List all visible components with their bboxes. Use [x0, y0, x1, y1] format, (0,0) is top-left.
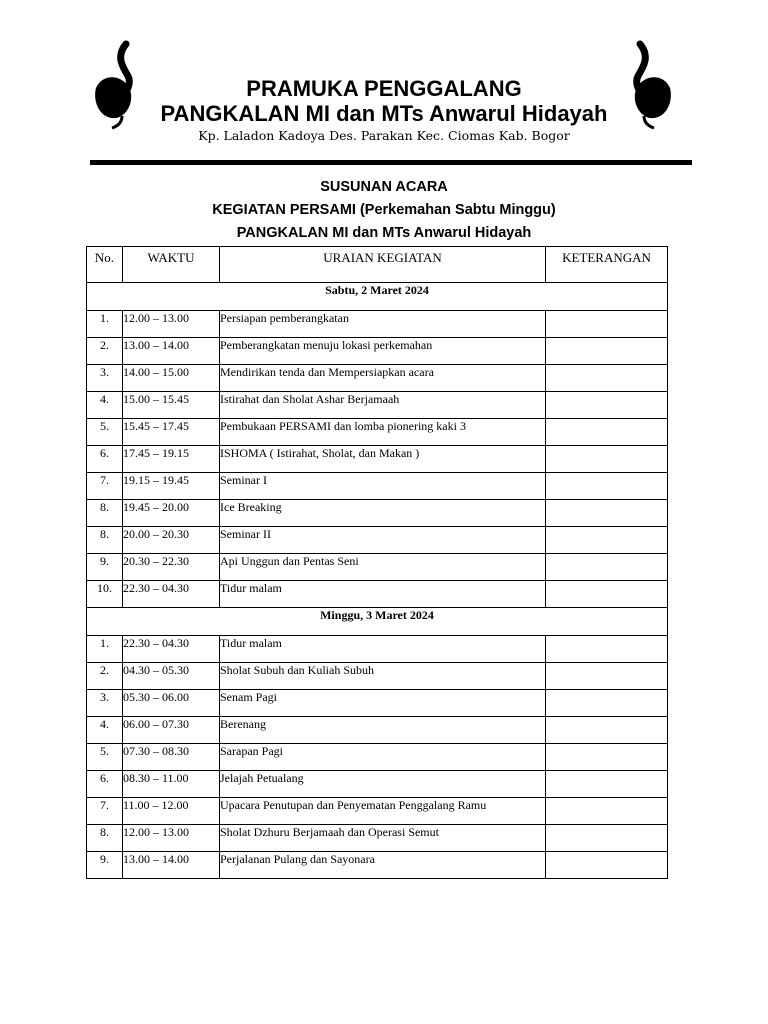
cell-uraian: Seminar II: [220, 527, 546, 554]
cell-keterangan: [546, 338, 668, 365]
day-heading: Sabtu, 2 Maret 2024: [87, 283, 668, 311]
table-row: [87, 311, 668, 338]
cell-uraian: Sarapan Pagi: [220, 744, 546, 771]
cell-no: 7.: [87, 473, 123, 500]
cell-waktu: 13.00 – 14.00: [123, 338, 220, 365]
cell-keterangan: [546, 798, 668, 825]
cell-no: 5.: [87, 419, 123, 446]
cell-uraian: Seminar I: [220, 473, 546, 500]
cell-waktu: 04.30 – 05.30: [123, 663, 220, 690]
cell-waktu: 11.00 – 12.00: [123, 798, 220, 825]
day-row: [87, 608, 668, 636]
cell-waktu: 20.00 – 20.30: [123, 527, 220, 554]
table-row: [87, 852, 668, 879]
cell-uraian: Pembukaan PERSAMI dan lomba pionering kaki 3: [220, 419, 546, 446]
cell-no: 1.: [87, 311, 123, 338]
table-row: [87, 581, 668, 608]
cell-uraian: Istirahat dan Sholat Ashar Berjamaah: [220, 392, 546, 419]
cell-uraian: Tidur malam: [220, 636, 546, 663]
cell-keterangan: [546, 500, 668, 527]
cell-keterangan: [546, 825, 668, 852]
table-row: [87, 744, 668, 771]
cell-no: 4.: [87, 717, 123, 744]
col-header-waktu: WAKTU: [123, 247, 220, 283]
cell-keterangan: [546, 690, 668, 717]
cell-keterangan: [546, 852, 668, 879]
cell-no: 8.: [87, 527, 123, 554]
cell-no: 7.: [87, 798, 123, 825]
table-row: [87, 500, 668, 527]
cell-no: 6.: [87, 446, 123, 473]
doc-subtitle-org: PANGKALAN MI dan MTs Anwarul Hidayah: [236, 225, 532, 241]
cell-no: 5.: [87, 744, 123, 771]
cell-keterangan: [546, 365, 668, 392]
table-row: [87, 636, 668, 663]
table-row: [87, 798, 668, 825]
cell-uraian: Senam Pagi: [220, 690, 546, 717]
header-divider: [90, 160, 692, 165]
schedule-table: [86, 246, 668, 879]
table-row: [87, 690, 668, 717]
cell-no: 2.: [87, 338, 123, 365]
cell-keterangan: [546, 419, 668, 446]
col-header-uraian: URAIAN KEGIATAN: [220, 247, 546, 283]
cell-uraian: Tidur malam: [220, 581, 546, 608]
cell-waktu: 13.00 – 14.00: [123, 852, 220, 879]
cell-waktu: 22.30 – 04.30: [123, 636, 220, 663]
cell-waktu: 19.45 – 20.00: [123, 500, 220, 527]
cell-uraian: Api Unggun dan Pentas Seni: [220, 554, 546, 581]
org-title-line2: PANGKALAN MI dan MTs Anwarul Hidayah: [160, 101, 608, 126]
cell-no: 1.: [87, 636, 123, 663]
table-row: [87, 392, 668, 419]
day-heading: Minggu, 3 Maret 2024: [87, 608, 668, 636]
table-row: [87, 365, 668, 392]
table-row: [87, 338, 668, 365]
cell-no: 3.: [87, 690, 123, 717]
col-header-keterangan: KETERANGAN: [546, 247, 668, 283]
cell-no: 2.: [87, 663, 123, 690]
cell-uraian: ISHOMA ( Istirahat, Sholat, dan Makan ): [220, 446, 546, 473]
cell-no: 10.: [87, 581, 123, 608]
cell-no: 9.: [87, 852, 123, 879]
table-header-row: [87, 247, 668, 283]
table-row: [87, 717, 668, 744]
schedule-body: [87, 283, 668, 879]
cell-keterangan: [546, 636, 668, 663]
doc-subtitle: KEGIATAN PERSAMI (Perkemahan Sabtu Minggu): [212, 202, 556, 218]
table-row: [87, 527, 668, 554]
org-title-line1: PRAMUKA PENGGALANG: [246, 76, 522, 101]
cell-no: 3.: [87, 365, 123, 392]
cell-uraian: Jelajah Petualang: [220, 771, 546, 798]
cell-waktu: 14.00 – 15.00: [123, 365, 220, 392]
cell-uraian: Upacara Penutupan dan Penyematan Penggalang Ramu: [220, 798, 546, 825]
table-row: [87, 554, 668, 581]
cell-keterangan: [546, 473, 668, 500]
cell-no: 6.: [87, 771, 123, 798]
cell-keterangan: [546, 744, 668, 771]
cell-waktu: 19.15 – 19.45: [123, 473, 220, 500]
cell-waktu: 12.00 – 13.00: [123, 311, 220, 338]
cell-waktu: 20.30 – 22.30: [123, 554, 220, 581]
cell-waktu: 12.00 – 13.00: [123, 825, 220, 852]
table-row: [87, 771, 668, 798]
cell-keterangan: [546, 446, 668, 473]
col-header-no: No.: [87, 247, 123, 283]
cell-uraian: Persiapan pemberangkatan: [220, 311, 546, 338]
cell-keterangan: [546, 663, 668, 690]
org-address: Kp. Laladon Kadoya Des. Parakan Kec. Ciomas Kab. Bogor: [198, 128, 570, 143]
table-row: [87, 825, 668, 852]
cell-waktu: 17.45 – 19.15: [123, 446, 220, 473]
cell-waktu: 05.30 – 06.00: [123, 690, 220, 717]
cell-waktu: 07.30 – 08.30: [123, 744, 220, 771]
table-row: [87, 473, 668, 500]
doc-title: SUSUNAN ACARA: [320, 179, 448, 195]
cell-keterangan: [546, 554, 668, 581]
cell-no: 9.: [87, 554, 123, 581]
cell-keterangan: [546, 717, 668, 744]
cell-waktu: 06.00 – 07.30: [123, 717, 220, 744]
cell-uraian: Sholat Subuh dan Kuliah Subuh: [220, 663, 546, 690]
cell-waktu: 22.30 – 04.30: [123, 581, 220, 608]
cell-keterangan: [546, 311, 668, 338]
cell-uraian: Sholat Dzhuru Berjamaah dan Operasi Semut: [220, 825, 546, 852]
cell-no: 4.: [87, 392, 123, 419]
cell-uraian: Perjalanan Pulang dan Sayonara: [220, 852, 546, 879]
cell-keterangan: [546, 771, 668, 798]
table-row: [87, 419, 668, 446]
cell-waktu: 15.00 – 15.45: [123, 392, 220, 419]
cell-keterangan: [546, 527, 668, 554]
cell-uraian: Ice Breaking: [220, 500, 546, 527]
cell-no: 8.: [87, 825, 123, 852]
cell-uraian: Pemberangkatan menuju lokasi perkemahan: [220, 338, 546, 365]
day-row: [87, 283, 668, 311]
table-row: [87, 446, 668, 473]
cell-uraian: Mendirikan tenda dan Mempersiapkan acara: [220, 365, 546, 392]
table-row: [87, 663, 668, 690]
cell-uraian: Berenang: [220, 717, 546, 744]
cell-keterangan: [546, 392, 668, 419]
cell-keterangan: [546, 581, 668, 608]
cell-waktu: 15.45 – 17.45: [123, 419, 220, 446]
cell-no: 8.: [87, 500, 123, 527]
cell-waktu: 08.30 – 11.00: [123, 771, 220, 798]
